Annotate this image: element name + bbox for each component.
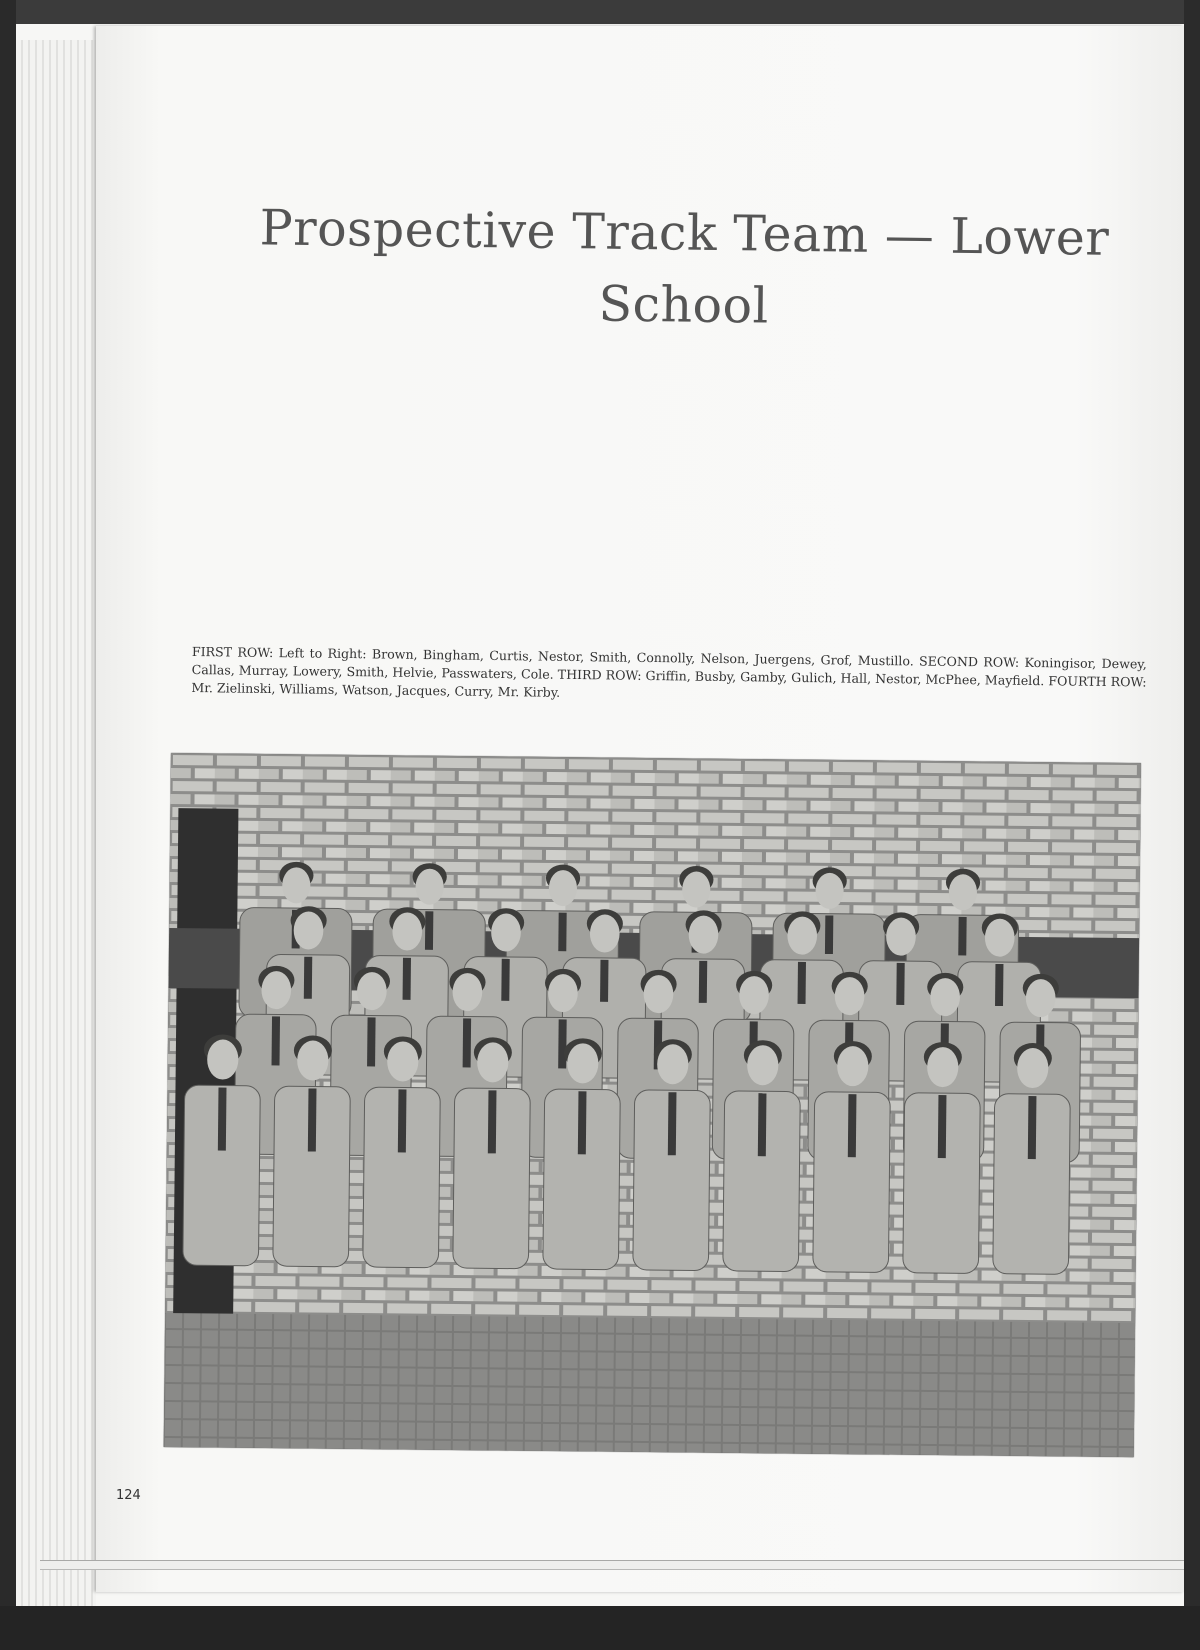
necktie [896, 963, 904, 1005]
necktie [463, 1018, 472, 1067]
necktie [699, 961, 707, 1003]
necktie [398, 1089, 407, 1152]
necktie [558, 1019, 567, 1068]
page-title: Prospective Track Team — Lower School [259, 199, 1110, 335]
floor [164, 1313, 1135, 1457]
page-number: 124 [116, 1488, 141, 1503]
necktie [218, 1088, 227, 1151]
necktie [1028, 1096, 1037, 1159]
necktie [798, 962, 806, 1004]
necktie [272, 1016, 281, 1065]
necktie [825, 915, 833, 954]
scan-border-right [1184, 0, 1200, 1650]
necktie [367, 1017, 376, 1066]
necktie [558, 913, 566, 952]
necktie [304, 957, 312, 999]
necktie [938, 1095, 947, 1158]
necktie [995, 964, 1003, 1006]
scan-border-top [0, 0, 1200, 24]
scan-border-bottom [0, 1606, 1200, 1650]
necktie [403, 958, 411, 1000]
necktie [425, 911, 433, 950]
photo-caption: FIRST ROW: Left to Right: Brown, Bingham, Curtis, Nestor, Smith, Connolly, Nelson, Juergens, Grof, Mustillo. SECOND ROW: Koningisor, Dewey, Callas, Murray, Lowery, Smith, Helvie, Passwaters, Cole. THIRD ROW: Griffin, Busby, Gamby, Gulich, Hall, Nestor, McPhee, Mayfield. FOURTH ROW: Mr. Zielinski, Williams, Watson, Jacques, Curry, Mr. Kirby. [191, 643, 1147, 700]
necktie [578, 1091, 587, 1154]
page-bottom-edge [40, 1560, 1184, 1570]
scan-border-left [0, 0, 16, 1650]
necktie [668, 1092, 677, 1155]
necktie [848, 1094, 857, 1157]
necktie [600, 960, 608, 1002]
necktie [488, 1090, 497, 1153]
necktie [758, 1093, 767, 1156]
necktie [958, 917, 966, 956]
team-photo [164, 753, 1141, 1457]
book-page-edges [16, 40, 96, 1606]
necktie [501, 959, 509, 1001]
necktie [308, 1088, 317, 1151]
